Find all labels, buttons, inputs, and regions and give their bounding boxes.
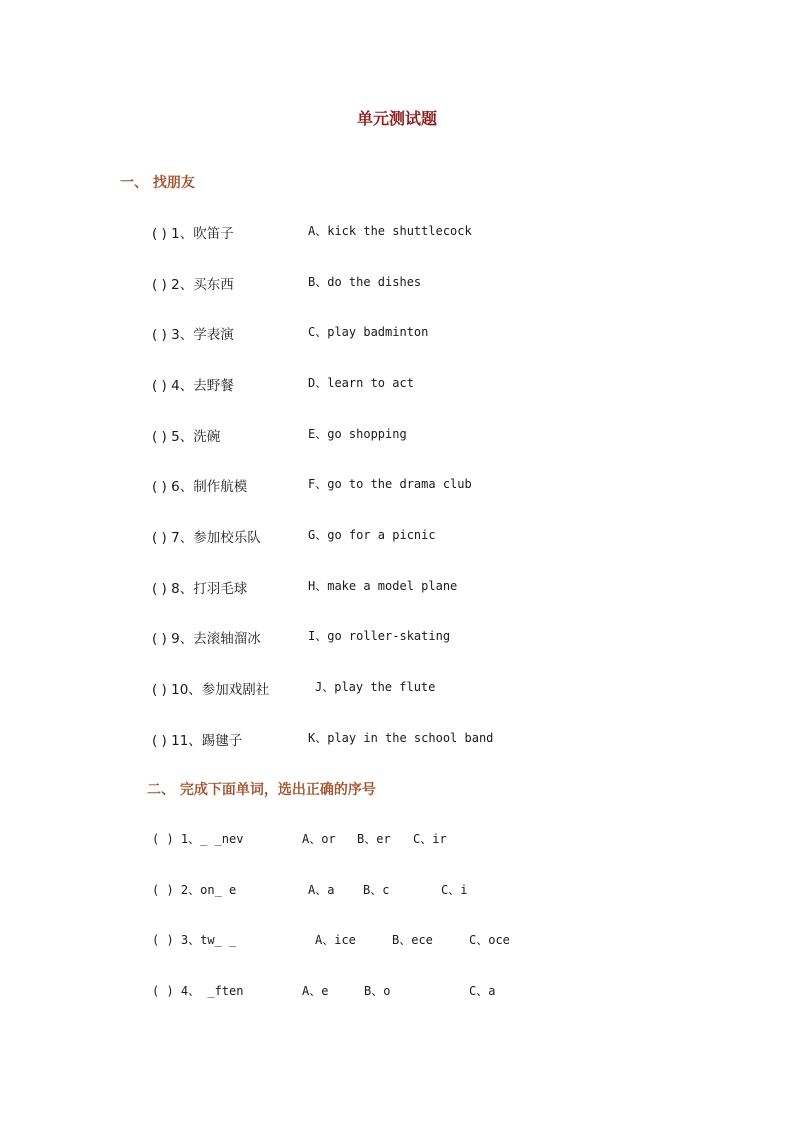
match-question: ( ) 7、参加校乐队 bbox=[152, 530, 261, 546]
match-question: ( ) 3、学表演 bbox=[152, 327, 234, 343]
match-row bbox=[152, 323, 429, 343]
match-option: G、go for a picnic bbox=[308, 528, 436, 542]
match-question: ( ) 11、踢毽子 bbox=[152, 733, 243, 749]
match-row bbox=[152, 222, 472, 242]
choice-option-c: C、a bbox=[469, 984, 496, 998]
match-question: ( ) 10、参加戏剧社 bbox=[152, 682, 270, 698]
match-option: E、go shopping bbox=[308, 427, 407, 441]
match-row bbox=[152, 526, 436, 546]
choice-option-b: B、o bbox=[364, 984, 391, 998]
choice-question: ( ) 1、_ _nev bbox=[152, 832, 244, 846]
section2-heading: 二、 完成下面单词，选出正确的序号 bbox=[147, 782, 376, 798]
match-question: ( ) 2、买东西 bbox=[152, 277, 234, 293]
match-question: ( ) 5、洗碗 bbox=[152, 429, 221, 445]
match-option: I、go roller-skating bbox=[308, 629, 451, 643]
match-option: A、kick the shuttlecock bbox=[308, 224, 472, 238]
choice-row bbox=[152, 931, 510, 951]
match-option: K、play in the school band bbox=[308, 731, 494, 745]
match-option: C、play badminton bbox=[308, 325, 429, 339]
match-row bbox=[152, 475, 472, 495]
match-option: D、learn to act bbox=[308, 376, 414, 390]
match-option: B、do the dishes bbox=[308, 275, 422, 289]
choice-row bbox=[152, 982, 496, 1002]
choice-option-b: B、c bbox=[363, 883, 390, 897]
page-title: 单元测试题 bbox=[356, 109, 437, 128]
match-row bbox=[152, 678, 436, 698]
match-row bbox=[152, 627, 451, 647]
match-row bbox=[152, 577, 458, 597]
choice-question: ( ) 4、 _ften bbox=[152, 984, 244, 998]
match-question: ( ) 1、吹笛子 bbox=[152, 226, 234, 242]
match-option: J、play the flute bbox=[315, 680, 436, 694]
choice-question: ( ) 2、on_ e bbox=[152, 883, 237, 897]
choice-option-a: A、e bbox=[302, 984, 329, 998]
match-option: H、make a model plane bbox=[308, 579, 458, 593]
match-row bbox=[152, 729, 494, 749]
match-question: ( ) 4、去野餐 bbox=[152, 378, 234, 394]
match-row bbox=[152, 425, 407, 445]
section1-heading: 一、 找朋友 bbox=[120, 175, 195, 191]
match-question: ( ) 6、制作航模 bbox=[152, 479, 248, 495]
match-row bbox=[152, 374, 414, 394]
choice-row bbox=[152, 830, 447, 850]
match-row bbox=[152, 273, 422, 293]
match-option: F、go to the drama club bbox=[308, 477, 472, 491]
match-question: ( ) 9、去滚轴溜冰 bbox=[152, 631, 261, 647]
choice-option-b: B、ece bbox=[392, 933, 433, 947]
choice-option-c: C、i bbox=[441, 883, 468, 897]
choice-option-c: C、ir bbox=[413, 832, 447, 846]
choice-option-a: A、or bbox=[302, 832, 336, 846]
choice-row bbox=[152, 881, 468, 901]
choice-option-a: A、ice bbox=[315, 933, 356, 947]
match-question: ( ) 8、打羽毛球 bbox=[152, 581, 248, 597]
choice-option-c: C、oce bbox=[469, 933, 510, 947]
choice-question: ( ) 3、tw_ _ bbox=[152, 933, 237, 947]
choice-option-b: B、er bbox=[357, 832, 391, 846]
choice-option-a: A、a bbox=[308, 883, 335, 897]
